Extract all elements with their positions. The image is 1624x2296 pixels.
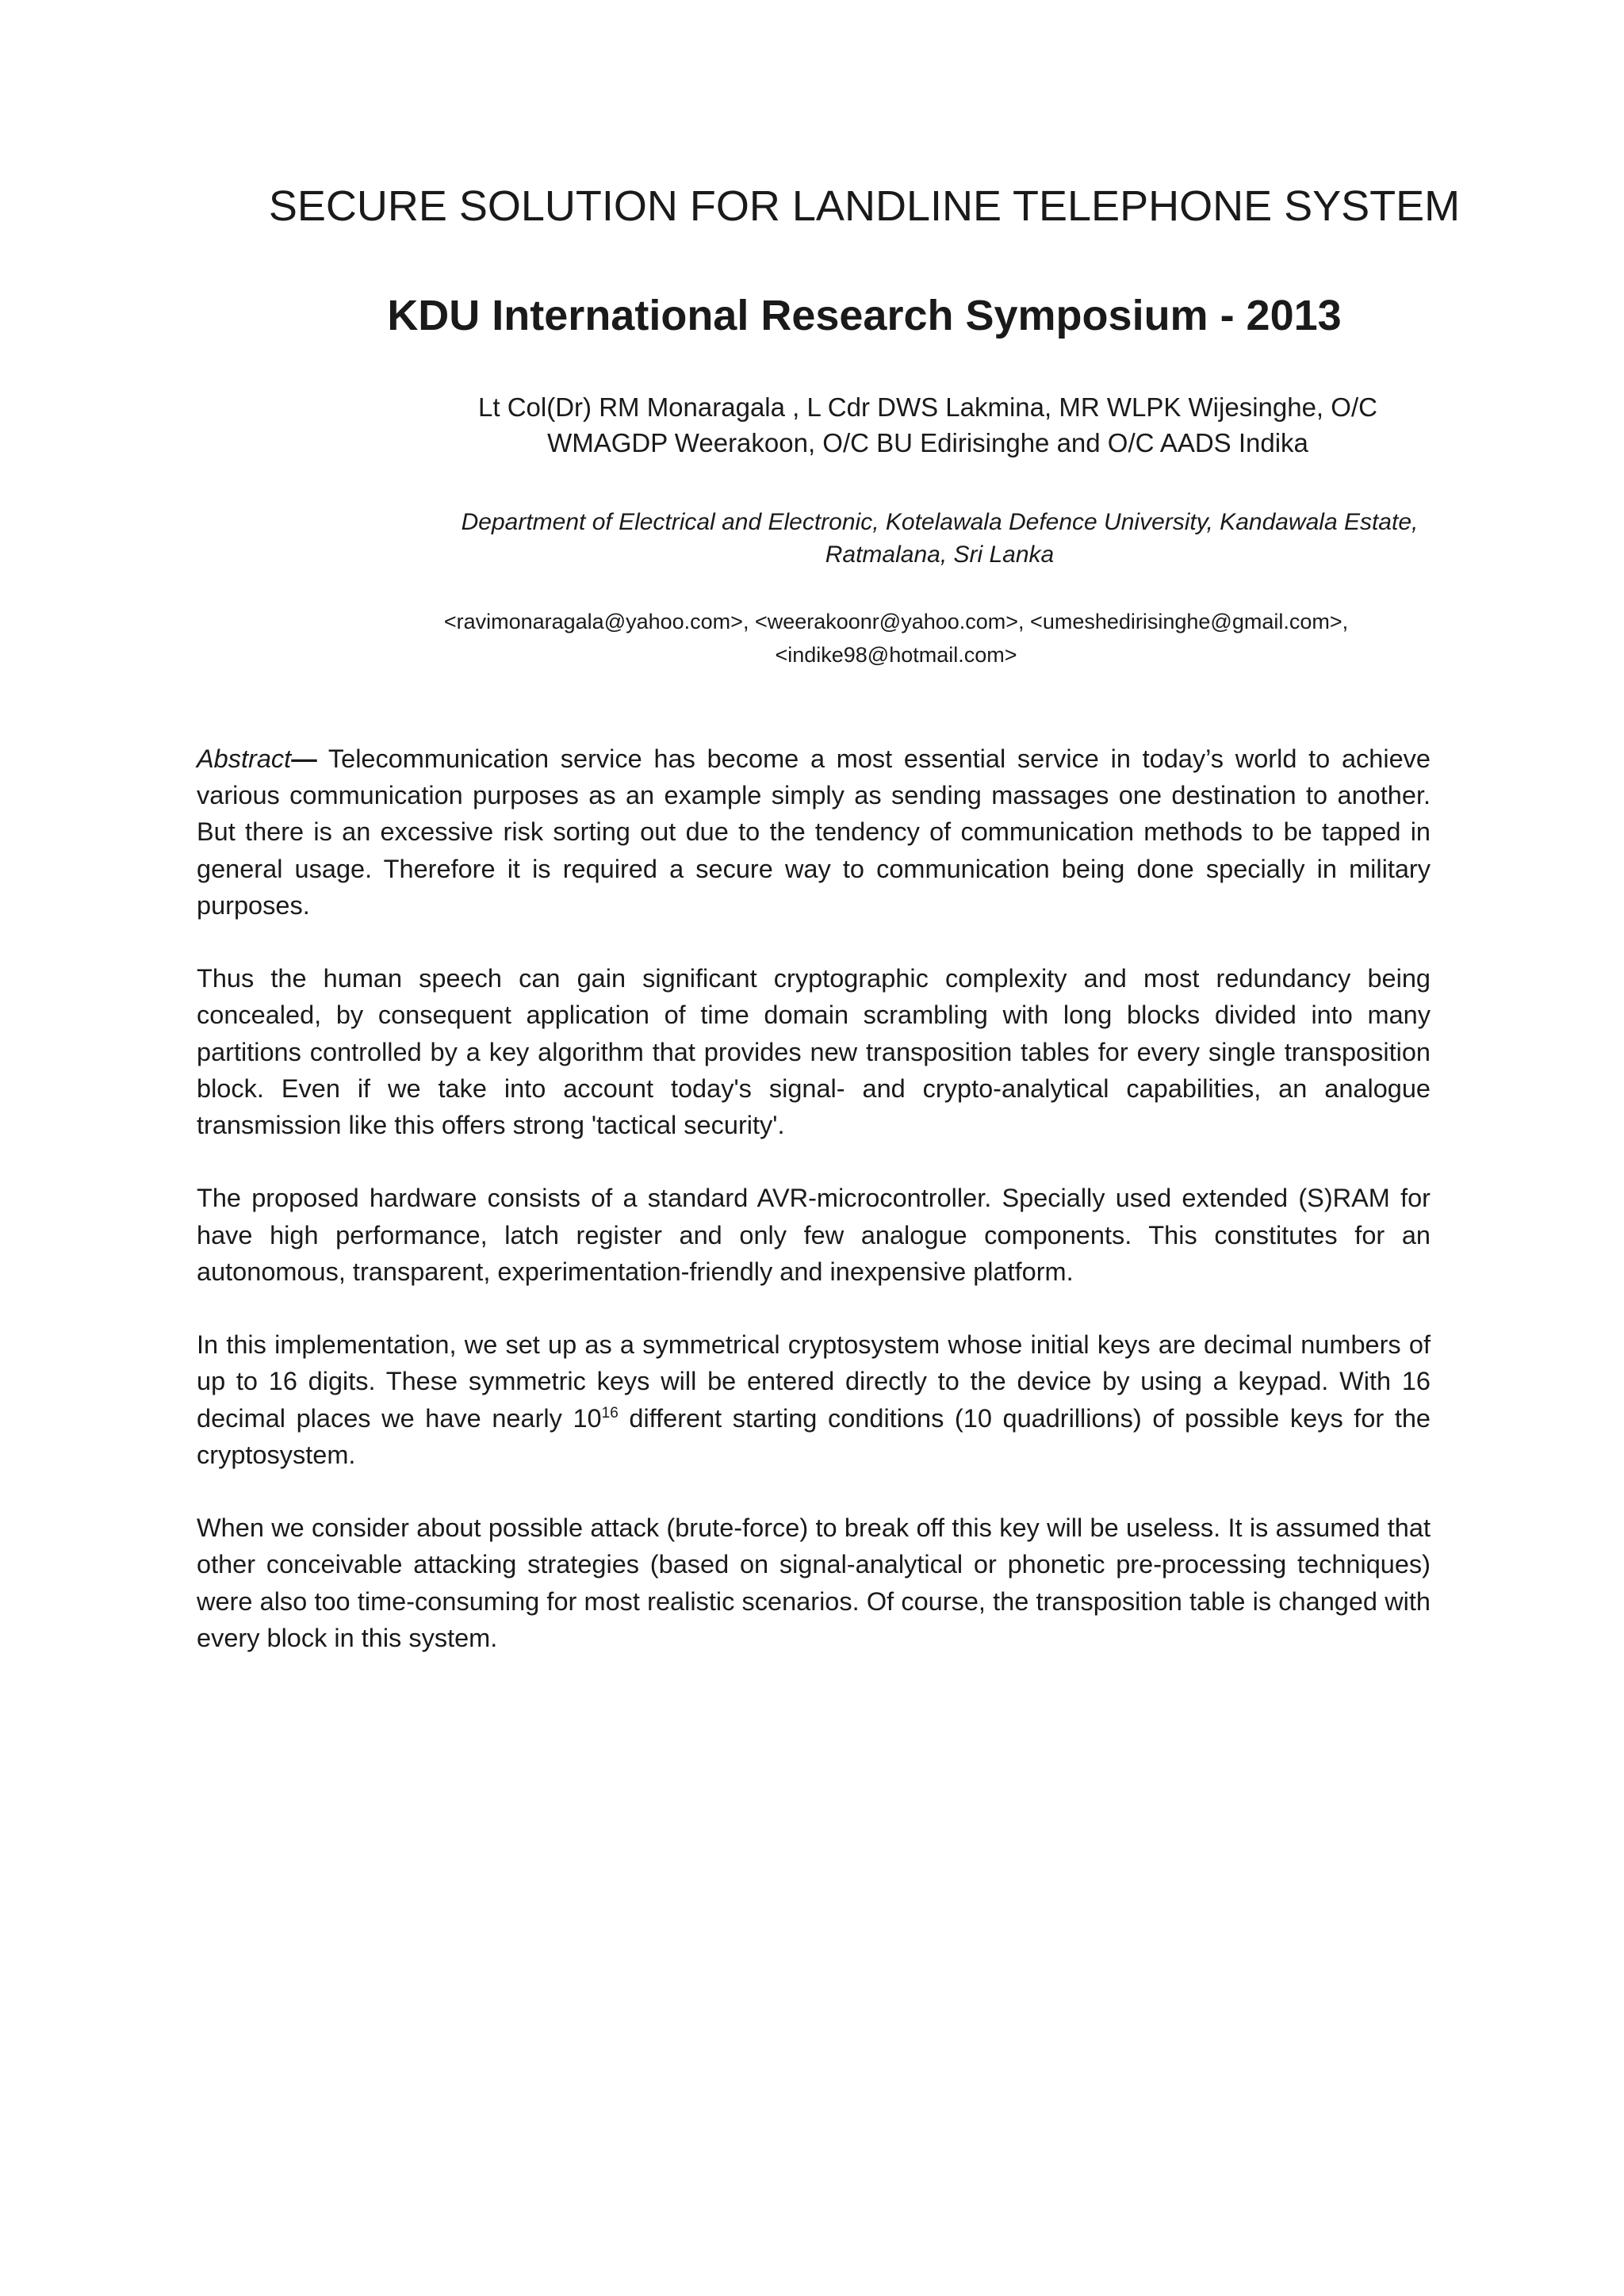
abstract-paragraph-3: The proposed hardware consists of a standard AVR-microcontroller. Specially used extended (S)RAM for have high performance, latch register and only few analogue components. This constitutes for an autonomous, transparent, experimentation-friendly and inexpensive platform.: [197, 1184, 1431, 1286]
exponent-superscript: 16: [601, 1404, 619, 1422]
abstract-paragraph-4: [197, 1326, 1431, 1473]
abstract-label: Abstract: [197, 744, 292, 773]
abstract-paragraph-4-text-b: different starting conditions (10 quadrillions) of possible keys for the cryptosystem.: [197, 1403, 1431, 1469]
email-line-1: <ravimonaragala@yahoo.com>, <weerakoonr@yahoo.com>, <umeshedirisinghe@gmail.com>,: [443, 610, 1349, 633]
author-line-2: WMAGDP Weerakoon, O/C BU Edirisinghe and O/C AADS Indika: [547, 427, 1308, 457]
affiliation-line-2: Ratmalana, Sri Lanka: [825, 541, 1055, 568]
author-list: [349, 390, 1507, 461]
email-line-2: <indike98@hotmail.com>: [775, 642, 1017, 667]
affiliation: [373, 506, 1507, 572]
abstract-body: [197, 740, 1431, 1693]
email-list: [333, 606, 1459, 672]
abstract-paragraph-4-text-a: In this implementation, we set up as a symmetrical cryptosystem whose initial keys are decimal numbers of up to 16 digits. These symmetric keys will be entered directly to the device by using a keypad. With 16 decimal places we have nearly 10: [197, 1330, 1431, 1433]
author-line-1: Lt Col(Dr) RM Monaragala , L Cdr DWS Lakmina, MR WLPK Wijesinghe, O/C: [478, 392, 1377, 422]
abstract-paragraph-1-text: Telecommunication service has become a most essential service in today’s world to achieve various communication purposes as an example simply as sending massages one destination to another. But there is an excessive risk sorting out due to the tendency of communication methods to be tapped in general usage. Therefore it is required a secure way to communication being done specially in military purposes.: [197, 744, 1431, 920]
conference-name: KDU International Research Symposium - 2013: [387, 292, 1342, 339]
abstract-paragraph-5: When we consider about possible attack (brute-force) to break off this key will be useless. It is assumed that other conceivable attacking strategies (based on signal-analytical or phonetic pre-processing techniques) were also too time-consuming for most realistic scenarios. Of course, the transposition table is changed with every block in this system.: [197, 1513, 1431, 1652]
affiliation-line-1: Department of Electrical and Electronic, Kotelawala Defence University, Kandawala Estate,: [461, 509, 1419, 535]
paper-title: SECURE SOLUTION FOR LANDLINE TELEPHONE SYSTEM: [268, 182, 1461, 230]
abstract-paragraph-2: Thus the human speech can gain significant cryptographic complexity and most redundancy being concealed, by consequent application of time domain scrambling with long blocks divided into many partitions controlled by a key algorithm that provides new transposition tables for every single transposition block. Even if we take into account today's signal- and crypto-analytical capabilities, an analogue transmission like this offers strong 'tactical security'.: [197, 964, 1431, 1140]
abstract-dash: —: [291, 744, 317, 773]
abstract-paragraph-1: [197, 740, 1431, 924]
